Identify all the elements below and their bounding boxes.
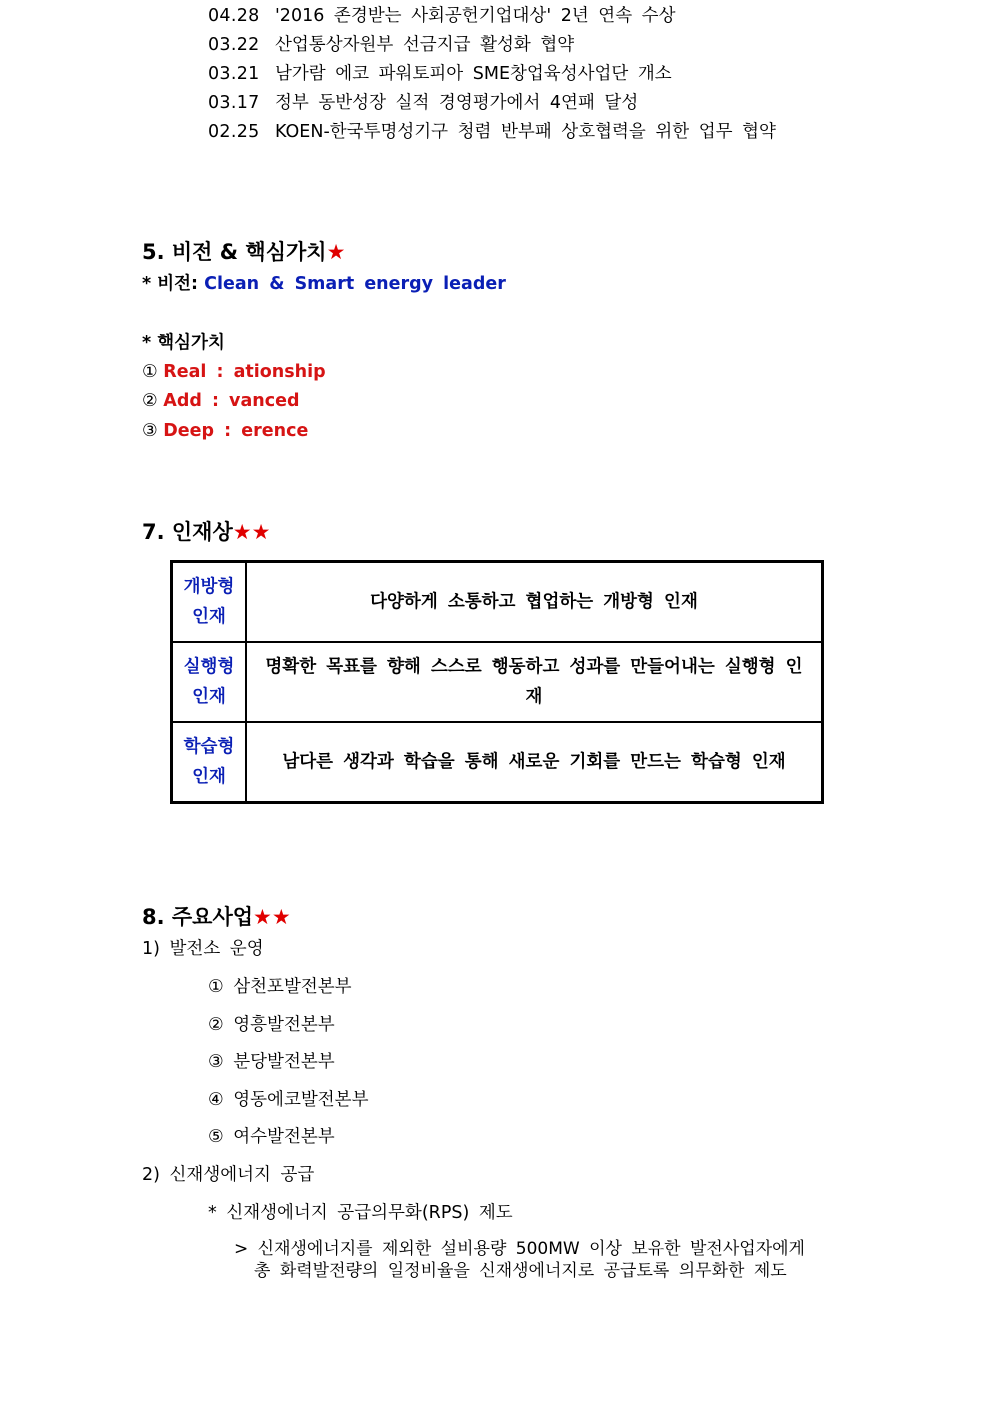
- plant-item: ⑤ 여수발전본부: [208, 1127, 335, 1147]
- vision-value: Clean & Smart energy leader: [204, 274, 506, 294]
- star-icon: ★★: [253, 905, 291, 929]
- news-date: 03.17: [208, 93, 260, 113]
- star-icon: ★: [326, 240, 346, 264]
- news-item: [208, 2, 928, 31]
- talent-key-line: 인재: [192, 607, 226, 627]
- news-title: '2016 존경받는 사회공헌기업대상' 2년 연속 수상: [275, 6, 676, 26]
- talent-key-line: 인재: [192, 767, 226, 787]
- core-value-item: [142, 358, 326, 386]
- core-value-number: ③: [142, 421, 158, 441]
- vision-line: [142, 270, 506, 298]
- section-5-title: 5. 비전 & 핵심가치: [142, 240, 327, 264]
- news-title: 남가람 에코 파워토피아 SME창업육성사업단 개소: [275, 64, 672, 84]
- news-item: [208, 89, 928, 118]
- section-8-heading: [142, 903, 291, 931]
- news-item: [208, 118, 928, 147]
- rps-description-line: 총 화력발전량의 일정비율을 신재생에너지로 공급토록 의무화한 제도: [254, 1261, 787, 1281]
- news-title: 정부 동반성장 실적 경영평가에서 4연패 달성: [275, 93, 639, 113]
- table-row: [172, 642, 823, 722]
- plant-item: ③ 분당발전본부: [208, 1052, 335, 1072]
- section-5-heading: [142, 238, 345, 266]
- plant-item: ② 영흥발전본부: [208, 1015, 335, 1035]
- talent-key-line: 인재: [192, 687, 226, 707]
- talent-key-line: 개방형: [183, 577, 235, 597]
- news-list: [208, 2, 928, 147]
- talent-description: 다양하게 소통하고 협업하는 개방형 인재: [246, 562, 823, 643]
- news-date: 02.25: [208, 122, 260, 142]
- news-title: 산업통상자원부 선금지급 활성화 협약: [275, 35, 575, 55]
- news-date: 03.22: [208, 35, 260, 55]
- section-7-title: 7. 인재상: [142, 520, 233, 544]
- rps-title: * 신재생에너지 공급의무화(RPS) 제도: [208, 1203, 513, 1223]
- talent-description: 남다른 생각과 학습을 통해 새로운 기회를 만드는 학습형 인재: [246, 722, 823, 803]
- rps-description-line: > 신재생에너지를 제외한 설비용량 500MW 이상 보유한 발전사업자에게: [234, 1239, 805, 1259]
- plant-item: ④ 영동에코발전본부: [208, 1090, 369, 1110]
- news-item: [208, 60, 928, 89]
- business-item-1: 1) 발전소 운영: [142, 939, 264, 959]
- business-item-2: 2) 신재생에너지 공급: [142, 1165, 315, 1185]
- core-values-label: * 핵심가치: [142, 333, 225, 353]
- table-row: [172, 722, 823, 803]
- plant-item: ① 삼천포발전본부: [208, 977, 352, 997]
- vision-label: * 비전:: [142, 274, 205, 294]
- section-8-title: 8. 주요사업: [142, 905, 254, 929]
- news-date: 04.28: [208, 6, 260, 26]
- section-7-heading: [142, 518, 270, 546]
- news-date: 03.21: [208, 64, 260, 84]
- core-value-text: Add : vanced: [163, 391, 300, 411]
- core-value-item: [142, 417, 308, 445]
- talent-key-line: 학습형: [183, 737, 235, 757]
- core-value-number: ①: [142, 362, 158, 382]
- news-title: KOEN-한국투명성기구 청렴 반부패 상호협력을 위한 업무 협약: [275, 122, 776, 142]
- core-value-text: Deep : erence: [163, 421, 309, 441]
- news-item: [208, 31, 928, 60]
- talent-key: [172, 722, 247, 803]
- talent-key: [172, 562, 247, 643]
- core-value-number: ②: [142, 391, 158, 411]
- core-value-item: [142, 387, 300, 415]
- talent-key-line: 실행형: [183, 657, 235, 677]
- core-value-text: Real : ationship: [163, 362, 326, 382]
- table-row: [172, 562, 823, 643]
- talent-table: [170, 560, 824, 804]
- talent-key: [172, 642, 247, 722]
- star-icon: ★★: [232, 520, 271, 544]
- talent-description: 명확한 목표를 향해 스스로 행동하고 성과를 만들어내는 실행형 인재: [246, 642, 823, 722]
